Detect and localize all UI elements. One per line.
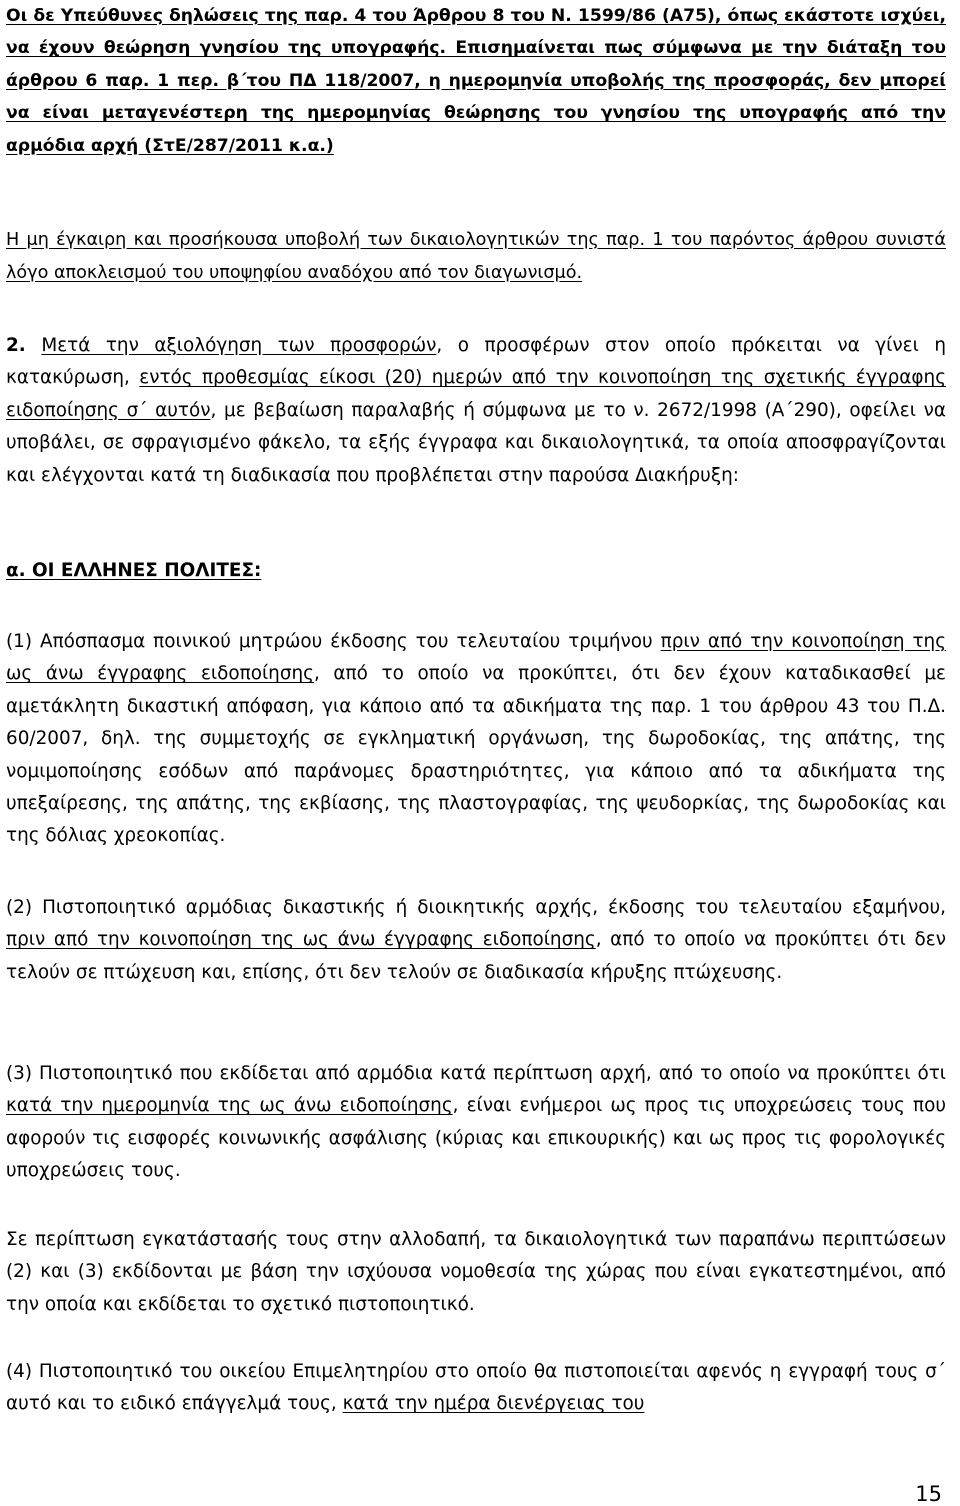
- item3-underlined: κατά την ημερομηνία της ως άνω ειδοποίησης: [6, 1095, 453, 1117]
- item4-text-1: (4) Πιστοποιητικό του οικείου Επιμελητηρίου στο οποίο θα πιστοποιείται αφενός η εγγραφή τους σ΄ αυτό και το ειδικό επάγγελμά τους,: [6, 1361, 946, 1415]
- paragraph-number: 2.: [6, 335, 26, 356]
- item2-text-2: , από το οποίο να προκύπτει ότι δεν τελούν σε πτώχευση και, επίσης, ότι δεν τελούν σε διαδικασία κήρυξης πτώχευσης.: [6, 929, 947, 983]
- item1-text-2: , από το οποίο να προκύπτει, ότι δεν έχουν καταδικασθεί με αμετάκλητη δικαστική απόφαση, για κάποιο από τα αδικήματα της παρ. 1 του άρθρου 43 του Π.Δ. 60/2007, δηλ. της συμμετοχής σε εγκληματική οργάνωση, της δωροδοκίας, της απάτης, της νομιμοποίησης εσόδων από παράνομες δραστηριότητες, για κάποιο από τα αδικήματα της υπεξαίρεσης, της απάτης, της εκβίασης, της πλαστογραφίας, της ψευδορκίας, της δωροδοκίας και της δόλιας χρεοκοπίας.: [6, 663, 946, 847]
- declarations-text: Οι δε Υπεύθυνες δηλώσεις της παρ. 4 του Άρθρου 8 του Ν. 1599/86 (Α75), όπως εκάστοτε ισχύει, να έχουν θεώρηση γνησίου της υπογραφής. Επισημαίνεται πως σύμφωνα με την διάταξη του άρθρου 6 παρ. 1 περ. β΄του ΠΔ 118/2007, η ημερομηνία υποβολής της προσφοράς, δεν μπορεί να είναι μεταγενέστερη της ημερομηνίας θεώρησης του γνησίου της υπογραφής από την αρμόδια αρχή (ΣτΕ/287/2011 κ.α.): [6, 6, 946, 156]
- page-number: 15: [915, 1482, 942, 1506]
- item-1: [6, 626, 946, 853]
- paragraph-exclusion: [6, 224, 946, 289]
- item3-text-1: (3) Πιστοποιητικό που εκδίδεται από αρμόδια κατά περίπτωση αρχή, από το οποίο να προκύπτει ότι: [6, 1063, 946, 1084]
- item-4: [6, 1356, 946, 1421]
- item4-underlined: κατά την ημέρα διενέργειας του: [342, 1393, 645, 1415]
- item-2: [6, 892, 946, 989]
- p3-underlined-1: Μετά την αξιολόγηση των προσφορών: [41, 335, 437, 356]
- section-heading: α. ΟΙ ΕΛΛΗΝΕΣ ΠΟΛΙΤΕΣ:: [6, 560, 262, 581]
- p3-text-2: , με βεβαίωση παραλαβής ή σύμφωνα με το ν. 2672/1998 (Α΄290), οφείλει να υποβάλει, σε σφραγισμένο φάκελο, τα εξής έγγραφα και δικαιολογητικά, τα οποία αποσφραγίζονται και ελέγχονται κατά τη διαδικασία που προβλέπεται στην παρούσα Διακήρυξη:: [6, 399, 946, 486]
- item1-text-1: (1) Απόσπασμα ποινικού μητρώου έκδοσης του τελευταίου τριμήνου: [6, 631, 661, 652]
- item2-underlined: πριν από την κοινοποίηση της ως άνω έγγραφης ειδοποίησης: [6, 929, 596, 951]
- item3-text-2: , είναι ενήμεροι ως προς τις υποχρεώσεις τους που αφορούν τις εισφορές κοινωνικής ασφάλισης (κύριας και επικουρικής) και ως προς τις φορολογικές υποχρεώσεις τους.: [6, 1095, 946, 1182]
- p3-text-1: , ο προσφέρων στον οποίο πρόκειται να γίνει η κατακύρωση,: [6, 335, 946, 389]
- paragraph-2: [6, 330, 946, 492]
- item2-text-1: (2) Πιστοποιητικό αρμόδιας δικαστικής ή διοικητικής αρχής, έκδοσης του τελευταίου εξαμήνου,: [6, 897, 946, 918]
- item-3: [6, 1058, 946, 1188]
- exclusion-text: Η μη έγκαιρη και προσήκουσα υποβολή των δικαιολογητικών της παρ. 1 του παρόντος άρθρου συνιστά λόγο αποκλεισμού του υποψηφίου αναδόχου από τον διαγωνισμό.: [6, 230, 946, 283]
- paragraph-declarations: [6, 0, 946, 162]
- paragraph-foreign: Σε περίπτωση εγκατάστασής τους στην αλλοδαπή, τα δικαιολογητικά των παραπάνω περιπτώσεων (2) και (3) εκδίδονται με βάση την ισχύουσα νομοθεσία της χώρας που είναι εγκατεστημένοι, από την οποία και εκδίδεται το σχετικό πιστοποιητικό.: [6, 1229, 946, 1315]
- p3-underlined-2: εντός προθεσμίας είκοσι (20) ημερών από την κοινοποίηση της σχετικής έγγραφης ειδοποίησης σ΄ αυτόν: [6, 367, 946, 421]
- item1-underlined: πριν από την κοινοποίηση της ως άνω έγγραφης ειδοποίησης: [6, 631, 946, 685]
